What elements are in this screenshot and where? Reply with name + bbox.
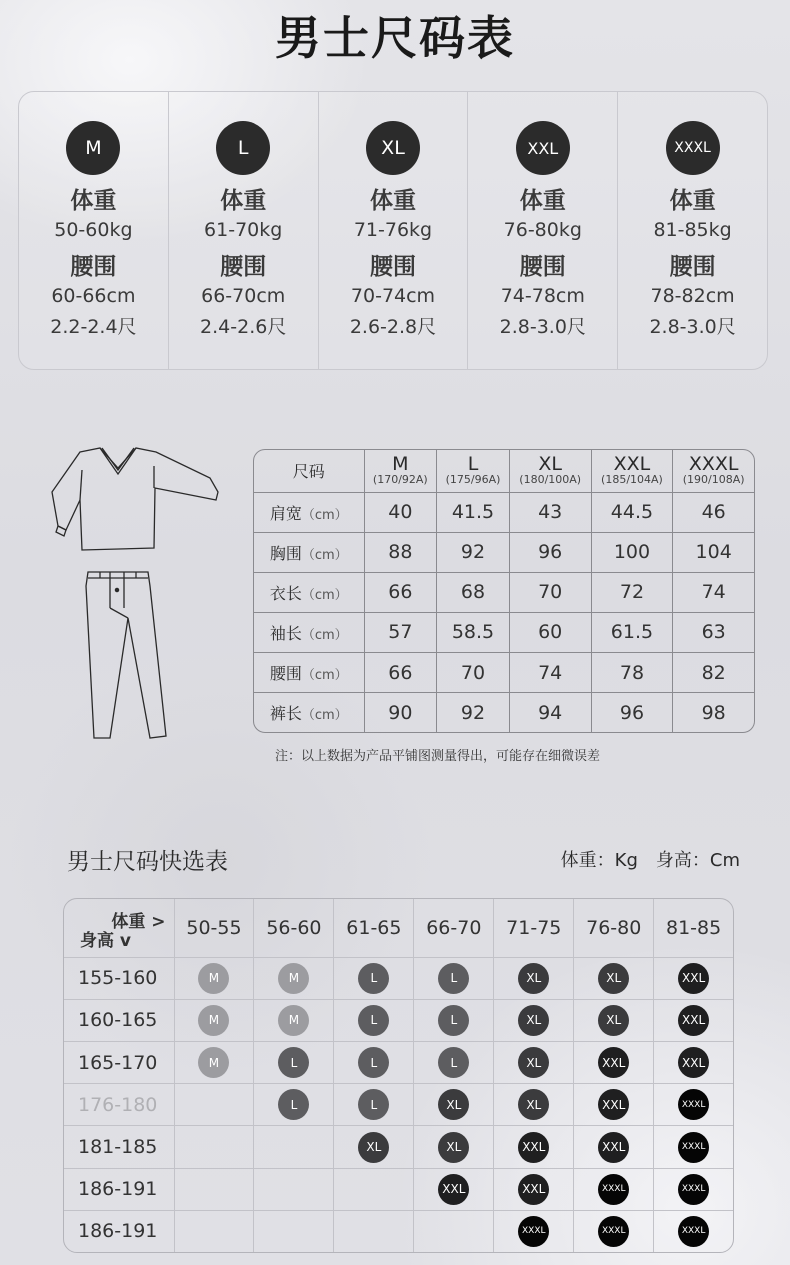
measure-unit: （cm） (301, 627, 348, 643)
weight-value: 50-60kg (54, 219, 133, 241)
quick-cell (334, 1084, 414, 1126)
size-dot-xl: XL (518, 1047, 549, 1078)
measure-row (254, 653, 754, 693)
size-dot-xxxl: XXXL (598, 1216, 629, 1247)
measure-row (254, 492, 754, 532)
measure-unit: （cm） (301, 547, 348, 563)
measure-header-m (364, 450, 437, 492)
quick-select-title: 男士尺码快选表 (67, 849, 228, 875)
quick-cell (174, 1084, 254, 1126)
waist-chi-value: 2.6-2.8尺 (349, 316, 437, 338)
measure-name: 裤长 (269, 704, 302, 724)
corner-weight-label: 体重 > (111, 912, 166, 932)
weight-value: 81-85kg (653, 219, 732, 241)
size-code: (170/92A) (372, 472, 428, 486)
weight-column-header: 71-75 (494, 899, 574, 957)
measure-value: 96 (591, 693, 673, 732)
size-name: M (392, 452, 409, 475)
waist-cm-value: 74-78cm (500, 285, 585, 307)
quick-cell (174, 1168, 254, 1210)
size-dot-m: M (198, 1047, 229, 1078)
quick-cell (494, 1210, 574, 1252)
quick-cell (574, 1126, 654, 1168)
quick-row (64, 1210, 733, 1252)
weight-column-header: 61-65 (334, 899, 414, 957)
size-dot-xxl: XXL (678, 1005, 709, 1036)
garment-illustration (40, 440, 230, 750)
quick-cell (494, 1126, 574, 1168)
quick-cell (174, 1210, 254, 1252)
size-dot-xxxl: XXXL (518, 1216, 549, 1247)
measure-value: 68 (437, 572, 510, 612)
quick-cell (174, 1041, 254, 1083)
size-card-l (169, 92, 319, 369)
measure-header-xxl (591, 450, 673, 492)
measure-row-label (254, 572, 364, 612)
measure-value: 74 (509, 653, 591, 693)
waist-chi-value: 2.8-3.0尺 (649, 316, 736, 338)
quick-cell (494, 1041, 574, 1083)
weight-column-header: 66-70 (414, 899, 494, 957)
measure-name: 袖长 (269, 623, 302, 643)
size-dot-l: L (358, 1005, 389, 1036)
measure-value: 46 (673, 492, 754, 532)
size-dot-m: M (198, 1005, 229, 1036)
measure-value: 94 (509, 693, 591, 732)
size-code: (180/100A) (519, 472, 582, 486)
measure-unit: （cm） (301, 708, 348, 724)
quick-cell (494, 1084, 574, 1126)
size-dot-xl: XL (518, 1005, 549, 1036)
measure-value: 72 (591, 572, 673, 612)
weight-value: 76-80kg (503, 219, 582, 241)
size-cards (18, 91, 768, 370)
size-dot-m: M (278, 1005, 309, 1036)
size-dot-xxl: XXL (598, 1089, 629, 1120)
measure-value: 43 (509, 492, 591, 532)
size-name: XXXL (688, 452, 739, 475)
quick-row (64, 1084, 733, 1126)
size-dot-xl: XL (438, 1132, 469, 1163)
quick-cell (654, 1041, 733, 1083)
size-name: XXL (613, 452, 651, 475)
size-dot-xl: XL (598, 963, 629, 994)
weight-label: 体重 (220, 188, 267, 214)
measure-name: 肩宽 (269, 503, 302, 523)
quick-select-units: 体重：Kg 身高：Cm (560, 850, 740, 871)
waist-cm-value: 60-66cm (51, 285, 136, 307)
measure-value: 60 (509, 612, 591, 652)
measure-header-xl (509, 450, 591, 492)
height-row-label: 165-170 (64, 1041, 174, 1083)
measure-value: 58.5 (437, 612, 510, 652)
quick-cell (574, 957, 654, 999)
measure-value: 96 (509, 532, 591, 572)
quick-cell (414, 999, 494, 1041)
size-dot-xl: XL (518, 1089, 549, 1120)
size-code: (175/96A) (445, 472, 501, 486)
quick-cell (174, 1126, 254, 1168)
size-card-xxl (468, 92, 618, 369)
quick-cell (254, 1126, 334, 1168)
measure-row-label (254, 532, 364, 572)
size-badge: XL (366, 121, 420, 175)
quick-cell (334, 999, 414, 1041)
waist-cm-value: 78-82cm (650, 285, 735, 307)
measure-name: 衣长 (269, 583, 302, 603)
weight-column-header: 50-55 (174, 899, 254, 957)
quick-cell (654, 1168, 733, 1210)
weight-label: 体重 (70, 188, 117, 214)
size-dot-xxl: XXL (598, 1132, 629, 1163)
quick-cell (574, 1168, 654, 1210)
size-dot-xxxl: XXXL (598, 1174, 629, 1205)
quick-cell (174, 957, 254, 999)
size-code: (190/108A) (682, 472, 745, 486)
measure-value: 63 (673, 612, 754, 652)
quick-cell (334, 1168, 414, 1210)
measure-value: 98 (701, 701, 726, 724)
waist-label: 腰围 (369, 254, 416, 280)
size-dot-l: L (358, 1047, 389, 1078)
quick-cell (654, 1210, 733, 1252)
quick-cell (414, 1210, 494, 1252)
measure-value: 57 (364, 612, 437, 652)
measure-row (254, 693, 754, 732)
waist-label: 腰围 (220, 254, 267, 280)
height-row-label: 181-185 (64, 1126, 174, 1168)
quick-select-table (63, 898, 734, 1253)
measure-value: 70 (509, 572, 591, 612)
weight-column-header: 56-60 (254, 899, 334, 957)
size-dot-xxl: XXL (678, 1047, 709, 1078)
size-dot-xl: XL (518, 963, 549, 994)
quick-cell (254, 957, 334, 999)
waist-label: 腰围 (669, 254, 716, 280)
quick-cell (654, 957, 733, 999)
page-title: 男士尺码表 (275, 11, 515, 65)
size-dot-xl: XL (438, 1089, 469, 1120)
corner-height-label: 身高 v (80, 930, 131, 951)
quick-cell (574, 1084, 654, 1126)
quick-cell (414, 1168, 494, 1210)
quick-header-row (64, 899, 733, 957)
quick-cell (414, 1084, 494, 1126)
measure-header-xxxl (673, 450, 754, 492)
quick-cell (414, 1126, 494, 1168)
quick-row (64, 1168, 733, 1210)
size-dot-xxl: XXL (438, 1174, 469, 1205)
size-badge: XXL (516, 121, 570, 175)
size-badge: L (216, 121, 270, 175)
quick-cell (334, 1126, 414, 1168)
size-dot-l: L (438, 1005, 469, 1036)
quick-cell (574, 1210, 654, 1252)
quick-cell (254, 1168, 334, 1210)
quick-cell (254, 1041, 334, 1083)
measure-value: 44.5 (591, 492, 673, 532)
measure-name: 胸围 (269, 543, 302, 563)
weight-value: 61-70kg (204, 219, 283, 241)
disclaimer-note: 注：以上数据为产品平铺图测量得出，可能存在细微误差 (275, 749, 601, 764)
quick-cell (494, 999, 574, 1041)
size-dot-m: M (278, 963, 309, 994)
measure-value: 40 (364, 492, 437, 532)
size-dot-xxl: XXL (518, 1174, 549, 1205)
size-badge: M (66, 121, 120, 175)
size-dot-xl: XL (358, 1132, 389, 1163)
measure-value: 61.5 (591, 612, 673, 652)
height-row-label: 155-160 (64, 957, 174, 999)
measure-row-label (254, 492, 364, 532)
size-badge: XXXL (666, 121, 720, 175)
measurement-table (253, 449, 755, 733)
pants-illustration (86, 572, 166, 738)
size-card-xl (319, 92, 469, 369)
weight-label: 体重 (369, 188, 416, 214)
quick-cell (414, 957, 494, 999)
quick-row (64, 957, 733, 999)
measure-value: 104 (673, 532, 754, 572)
size-dot-xxxl: XXXL (678, 1089, 709, 1120)
measure-unit: （cm） (301, 507, 348, 523)
quick-row (64, 999, 733, 1041)
size-dot-xl: XL (598, 1005, 629, 1036)
waist-cm-value: 66-70cm (201, 285, 286, 307)
measure-value: 66 (364, 572, 437, 612)
measure-value: 78 (591, 653, 673, 693)
measure-value: 90 (364, 693, 437, 732)
quick-cell (254, 999, 334, 1041)
quick-cell (334, 1041, 414, 1083)
size-dot-xxxl: XXXL (678, 1216, 709, 1247)
size-dot-xxxl: XXXL (678, 1174, 709, 1205)
waist-cm-value: 70-74cm (350, 285, 436, 307)
size-dot-l: L (358, 963, 389, 994)
height-row-label: 160-165 (64, 999, 174, 1041)
measure-name: 腰围 (269, 664, 302, 684)
measure-value: 92 (437, 532, 510, 572)
measure-row (254, 612, 754, 652)
size-dot-xxl: XXL (598, 1047, 629, 1078)
quick-cell (494, 1168, 574, 1210)
measure-row-label (254, 653, 364, 693)
size-dot-xxl: XXL (518, 1132, 549, 1163)
quick-row (64, 1041, 733, 1083)
waist-label: 腰围 (519, 254, 566, 280)
quick-cell (334, 1210, 414, 1252)
quick-corner (64, 899, 174, 957)
waist-chi-value: 2.4-2.6尺 (200, 316, 287, 338)
waist-chi-value: 2.2-2.4尺 (50, 316, 137, 338)
quick-cell (654, 1126, 733, 1168)
measure-row-label (254, 693, 364, 732)
measure-unit: （cm） (301, 587, 348, 603)
size-card-xxxl (618, 92, 767, 369)
quick-cell (334, 957, 414, 999)
measure-value: 41.5 (437, 492, 510, 532)
quick-cell (174, 999, 254, 1041)
weight-column-header: 76-80 (574, 899, 654, 957)
weight-label: 体重 (669, 188, 716, 214)
measure-header-l (437, 450, 510, 492)
shirt-illustration (52, 448, 218, 550)
weight-column-header: 81-85 (654, 899, 733, 957)
measure-row-label (254, 612, 364, 652)
quick-cell (494, 957, 574, 999)
quick-cell (414, 1041, 494, 1083)
measure-value: 82 (673, 653, 754, 693)
weight-value: 71-76kg (353, 219, 433, 241)
measure-unit: （cm） (301, 668, 348, 684)
measure-value: 70 (437, 653, 510, 693)
size-dot-m: M (198, 963, 229, 994)
size-name: XL (538, 452, 562, 475)
size-dot-xxxl: XXXL (678, 1132, 709, 1163)
size-name: L (467, 452, 479, 475)
size-dot-l: L (278, 1047, 309, 1078)
size-code: (185/104A) (601, 472, 663, 486)
size-dot-xxl: XXL (678, 963, 709, 994)
quick-cell (574, 1041, 654, 1083)
quick-cell (254, 1084, 334, 1126)
size-card-m (19, 92, 169, 369)
measure-value: 66 (364, 653, 437, 693)
measure-header-row (254, 450, 754, 492)
measure-row (254, 572, 754, 612)
quick-cell (654, 1084, 733, 1126)
measure-value: 100 (591, 532, 673, 572)
measure-corner-label: 尺码 (254, 450, 364, 492)
height-row-label: 186-191 (64, 1168, 174, 1210)
size-dot-l: L (438, 1047, 469, 1078)
height-row-label: 176-180 (64, 1084, 174, 1126)
measure-value: 88 (364, 532, 437, 572)
quick-cell (574, 999, 654, 1041)
weight-label: 体重 (519, 188, 566, 214)
measure-row (254, 532, 754, 572)
measure-value: 74 (673, 572, 754, 612)
size-dot-l: L (358, 1089, 389, 1120)
measure-value: 92 (437, 693, 510, 732)
waist-label: 腰围 (70, 254, 117, 280)
size-dot-l: L (438, 963, 469, 994)
quick-cell (254, 1210, 334, 1252)
quick-row (64, 1126, 733, 1168)
waist-chi-value: 2.8-3.0尺 (499, 316, 586, 338)
size-dot-l: L (278, 1089, 309, 1120)
quick-cell (654, 999, 733, 1041)
height-row-label: 186-191 (64, 1210, 174, 1252)
